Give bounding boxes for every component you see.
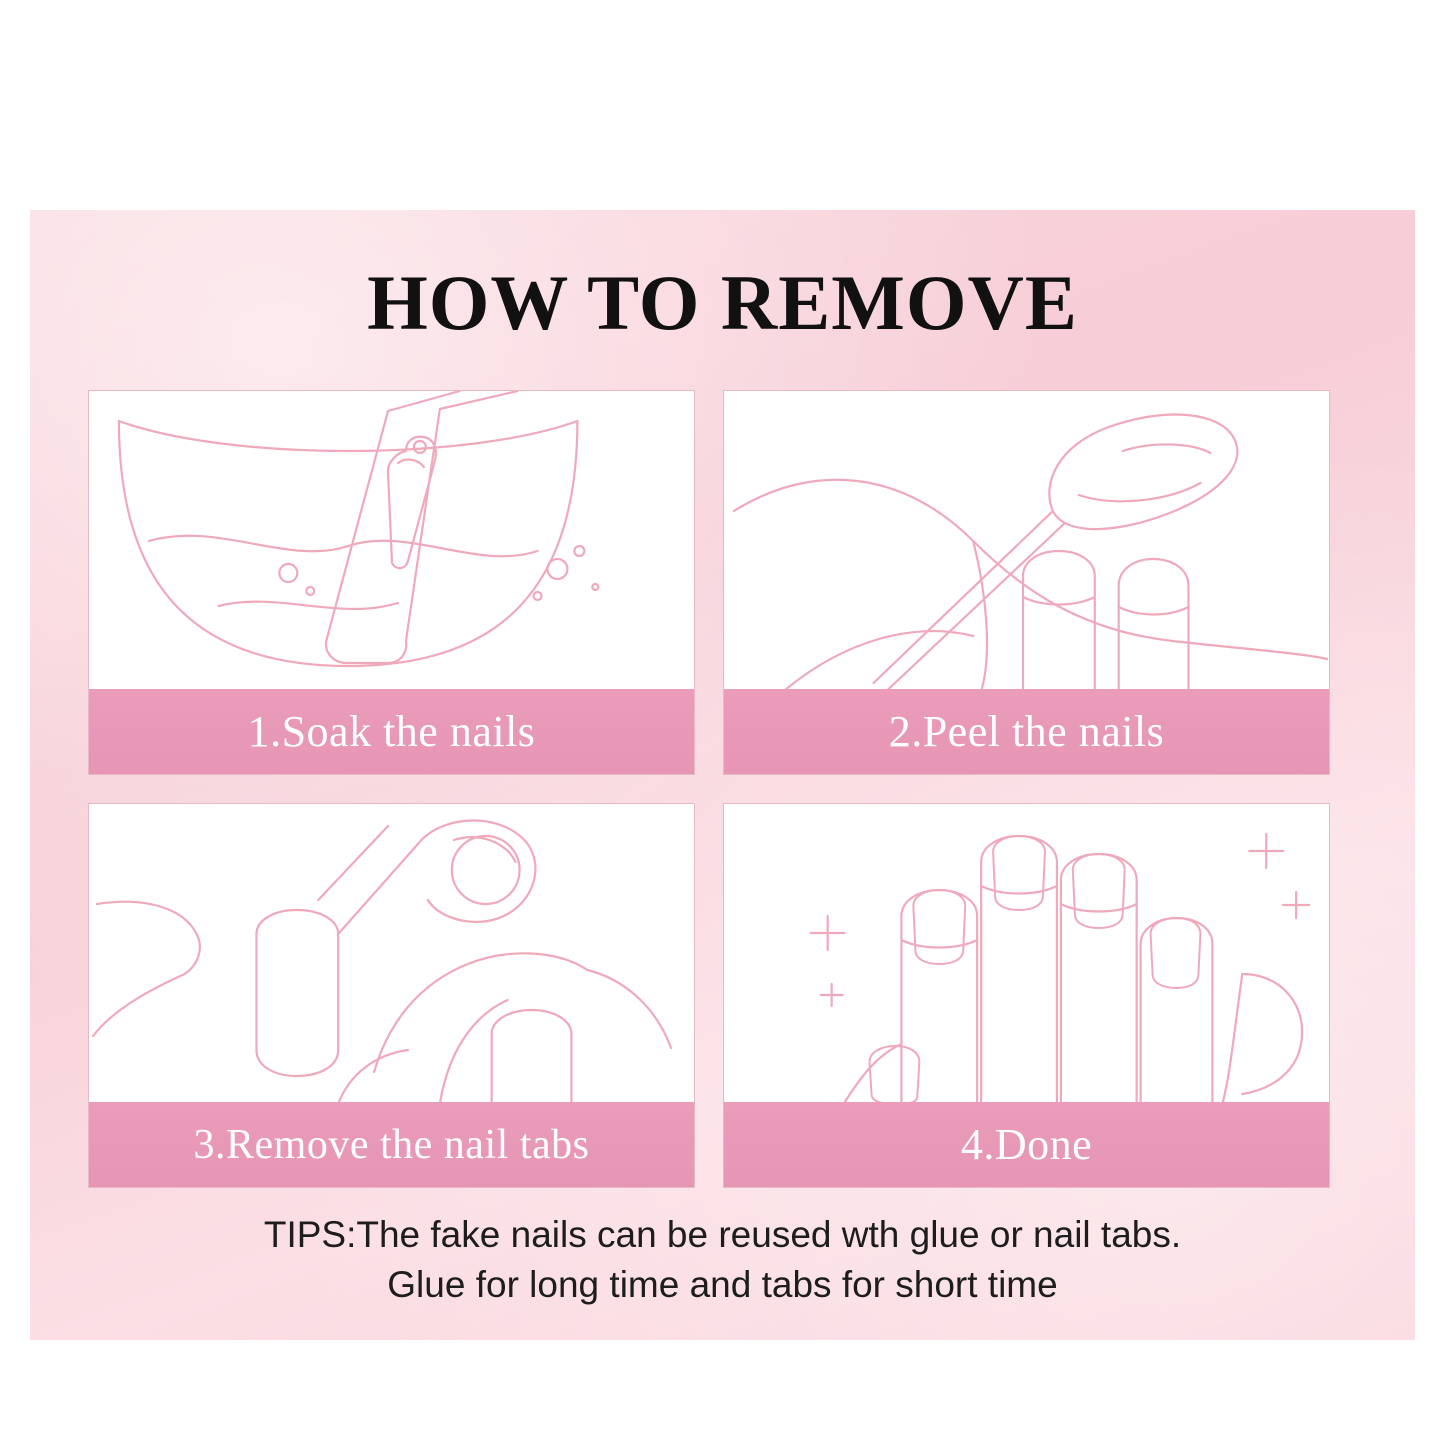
illustration-soak-nails [89, 391, 694, 691]
step-caption: 3.Remove the nail tabs [89, 1102, 694, 1187]
illustration-peel-nails [724, 391, 1329, 691]
step-panel-soak[interactable] [88, 390, 695, 775]
step-panel-remove-tabs[interactable] [88, 803, 695, 1188]
illustration-done-hand [724, 804, 1329, 1104]
step-panel-peel[interactable] [723, 390, 1330, 775]
tips-line-1: TIPS:The fake nails can be reused wth glue or nail tabs. [263, 1214, 1182, 1255]
steps-grid [88, 390, 1358, 1188]
page-title: HOW TO REMOVE [367, 259, 1078, 346]
tips-text [90, 1210, 1355, 1310]
step-panel-done[interactable] [723, 803, 1330, 1188]
instruction-card [30, 210, 1415, 1340]
step-caption: 4.Done [724, 1102, 1329, 1187]
step-caption: 2.Peel the nails [724, 689, 1329, 774]
illustration-remove-nail-tabs [89, 804, 694, 1104]
step-caption: 1.Soak the nails [89, 689, 694, 774]
tips-line-2: Glue for long time and tabs for short time [387, 1263, 1058, 1305]
